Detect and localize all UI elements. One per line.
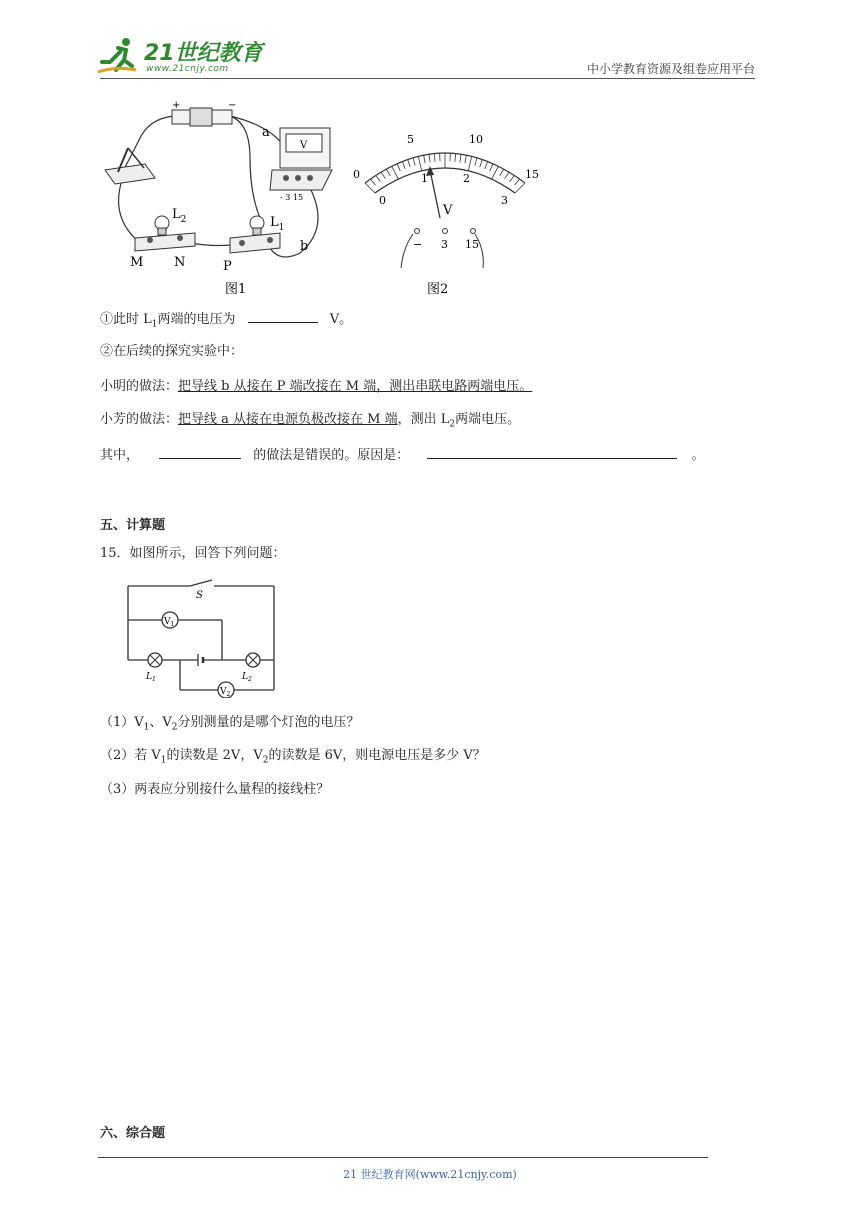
dial-inner-0: 0: [379, 194, 386, 207]
dial-tick: [460, 154, 461, 162]
footer-text: 21 世纪教育网(www.21cnjy.com): [343, 1168, 517, 1181]
dial-tick: [386, 169, 390, 176]
circuit-label-S: S: [196, 590, 203, 601]
dial-tick: [376, 176, 381, 182]
logo-url: www.21cnjy.com: [146, 64, 229, 74]
dial-tick: [418, 156, 421, 170]
dial-tick: [515, 179, 520, 185]
fig2-caption: 图2: [427, 282, 449, 297]
q15-sub3: （3）两表应分别接什么量程的接线柱？: [100, 782, 330, 797]
dial-inner-2: 2: [463, 172, 470, 185]
dial-tick: [413, 158, 415, 166]
dial-tick: [505, 172, 509, 178]
dial-tick: [485, 162, 488, 169]
fig1-label-a: a: [262, 125, 270, 140]
dial-tick: [370, 179, 375, 185]
fig1-label-M: M: [130, 255, 144, 270]
q14-conclusion: 其中， 的做法是错误的。原因是： 。: [100, 444, 705, 466]
answer-blank-voltage[interactable]: [248, 308, 318, 323]
dial-tick: [381, 172, 385, 178]
section6-title: 六、综合题: [100, 1126, 166, 1141]
q15-stem: 15．如图所示，回答下列问题：: [100, 546, 286, 561]
fig1-minus: −: [228, 100, 237, 111]
fig1-label-P: P: [223, 259, 232, 274]
circuit-label-V1: $V_1$: [164, 617, 175, 628]
dial-outer-10: 10: [469, 133, 483, 146]
footer-divider: [98, 1157, 708, 1158]
dial-tick: [468, 156, 471, 170]
dial-terminal-minus: −: [413, 238, 423, 251]
fig1-label-L1: $L_1$: [270, 215, 285, 233]
dial-tick: [408, 160, 411, 168]
dial-tick: [515, 183, 525, 193]
site-logo: [96, 34, 266, 78]
q15-sub1: $(1)V_1$、$V_2$分别测量的是哪个灯泡的电压？: [100, 715, 360, 733]
dial-ticks: [365, 153, 525, 193]
dial-terminal-3: 3: [441, 238, 448, 251]
dial-terminal-15: 15: [465, 238, 479, 251]
fig1-label-b: b: [300, 239, 309, 254]
answer-blank-reason[interactable]: [427, 444, 677, 459]
dial-outer-0: 0: [353, 168, 360, 181]
section5-title: 五、计算题: [100, 518, 166, 533]
q14-item2: ②在后续的探究实验中：: [100, 344, 244, 359]
dial-tick: [429, 154, 430, 162]
fig1-label-N: N: [174, 255, 186, 270]
dial-inner-3: 3: [501, 194, 508, 207]
answer-blank-who[interactable]: [159, 444, 241, 459]
q15-circuit-diagram: [100, 574, 290, 698]
logo-title: 21世纪教育: [144, 41, 263, 66]
fig1-meter-v: V: [300, 140, 308, 151]
dial-outer-15: 15: [525, 168, 539, 181]
circuit-label-V2: $V_2$: [220, 687, 231, 698]
dial-tick: [480, 160, 483, 168]
dial-tick: [490, 164, 493, 171]
header-divider: [100, 78, 755, 79]
dial-tick: [455, 154, 456, 162]
fig1-label-L2: $L_2$: [172, 207, 187, 225]
fig1-plus: +: [172, 100, 181, 111]
q14-xiaoming: 小明的做法：把导线 b 从接在 P 端改接在 M 端，测出串联电路两端电压。: [100, 379, 533, 394]
dial-tick: [475, 158, 477, 166]
dial-tick: [365, 183, 375, 193]
dial-tick: [392, 166, 399, 179]
dial-tick: [465, 155, 466, 163]
dial-tick: [397, 164, 400, 171]
fig1-caption: 图1: [225, 282, 247, 297]
circuit-label-L1: $L_1$: [146, 672, 156, 683]
dial-tick: [510, 176, 515, 182]
header-platform-text: 中小学教育资源及组卷应用平台: [586, 62, 755, 76]
q14-item1: ①此时 $L_1$两端的电压为 V。: [100, 308, 352, 335]
dial-tick: [492, 166, 499, 179]
dial-tick: [434, 154, 435, 162]
dial-inner-1: 1: [421, 172, 428, 185]
circuit-label-L2: $L_2$: [242, 672, 252, 683]
dial-tick: [424, 155, 425, 163]
runner-logo-icon: [96, 36, 140, 76]
dial-outer-5: 5: [407, 133, 414, 146]
figure1-circuit-diagram: [100, 98, 360, 298]
dial-meter-label: V: [443, 203, 453, 218]
figure2-voltmeter-dial: [345, 98, 545, 298]
dial-tick: [402, 162, 405, 169]
q15-sub2: （2）若 $V_1$的读数是 2V，$V_2$的读数是 6V，则电源电压是多少 V？: [100, 748, 486, 766]
dial-tick: [500, 169, 504, 176]
fig1-terminals: - 3 15: [280, 193, 304, 202]
q14-xiaofang: 小芳的做法：把导线 a 从接在电源负极改接在 M 端，测出 $L_2$两端电压。: [100, 412, 521, 430]
